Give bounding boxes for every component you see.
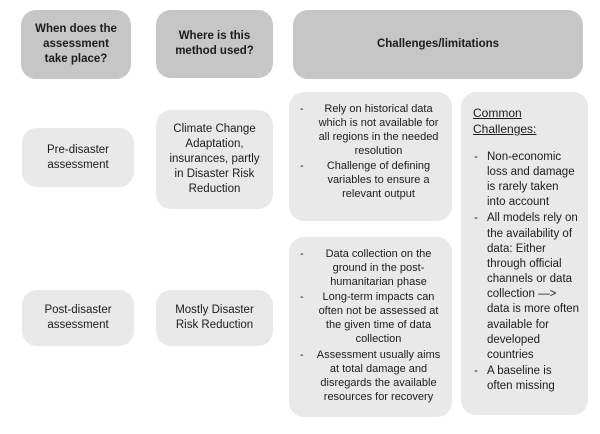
challenge-item bbox=[297, 348, 444, 404]
header-challenges-label: Challenges/limitations bbox=[376, 38, 500, 51]
common-challenge-item bbox=[471, 150, 580, 211]
bullet-dash: - bbox=[474, 150, 478, 163]
header-challenges bbox=[293, 10, 583, 79]
challenge-item-text: Long-term impacts can often not be assessed at the given time of data collection bbox=[318, 291, 439, 346]
challenge-item-text: Data collection on the ground in the post-humanitarian phase bbox=[325, 248, 432, 289]
challenge-item-text: Assessment usually aims at total damage and disregards the available resources for recovery bbox=[316, 348, 441, 403]
pre-disaster-when-box bbox=[22, 128, 134, 187]
header-when-assessment bbox=[21, 10, 131, 79]
common-challenge-item-text: Non-economic loss and damage is rarely taken into account bbox=[487, 150, 575, 209]
pre-disaster-challenges-box bbox=[289, 92, 452, 221]
bullet-dash: - bbox=[300, 291, 304, 304]
common-challenge-item-text: A baseline is often missing bbox=[487, 365, 555, 393]
common-challenge-item bbox=[471, 211, 580, 363]
bullet-dash: - bbox=[300, 248, 304, 260]
challenge-item bbox=[297, 247, 444, 289]
post-disaster-when-box bbox=[22, 290, 134, 346]
common-challenge-item-text: All models rely on the availability of data: Either through official channels or data collection —> data is more often available for developed countries bbox=[487, 212, 580, 361]
bullet-dash: - bbox=[300, 160, 304, 173]
pre-disaster-when-label: Pre-disaster assessment bbox=[47, 143, 109, 171]
common-challenges-box bbox=[461, 92, 588, 415]
post-disaster-challenges-list bbox=[297, 247, 444, 404]
challenge-item bbox=[297, 290, 444, 346]
bullet-dash: - bbox=[474, 212, 478, 225]
header-where-used bbox=[156, 10, 273, 78]
challenge-item-text: Challenge of defining variables to ensure a relevant output bbox=[326, 160, 431, 201]
common-challenges-list bbox=[471, 150, 580, 395]
pre-disaster-challenges-list bbox=[297, 102, 444, 202]
bullet-dash: - bbox=[300, 348, 304, 361]
pre-disaster-where-box bbox=[156, 110, 273, 209]
challenge-item bbox=[297, 102, 444, 158]
header-where-used-label: Where is this method used? bbox=[175, 30, 254, 57]
post-disaster-where-label: Mostly Disaster Risk Reduction bbox=[175, 304, 254, 331]
common-challenge-item bbox=[471, 364, 580, 394]
pre-disaster-where-label: Climate Change Adaptation, insurances, partly in Disaster Risk Reduction bbox=[169, 123, 260, 195]
header-when-assessment-label: When does the assessment take place? bbox=[35, 23, 117, 65]
post-disaster-when-label: Post-disaster assessment bbox=[44, 304, 112, 331]
common-challenges-title: Common Challenges: bbox=[473, 106, 537, 136]
bullet-dash: - bbox=[474, 365, 478, 378]
challenge-item-text: Rely on historical data which is not available for all regions in the needed resolution bbox=[318, 103, 439, 158]
post-disaster-where-box bbox=[156, 290, 273, 346]
post-disaster-challenges-box bbox=[289, 237, 452, 417]
challenge-item bbox=[297, 159, 444, 201]
bullet-dash: - bbox=[300, 103, 304, 115]
